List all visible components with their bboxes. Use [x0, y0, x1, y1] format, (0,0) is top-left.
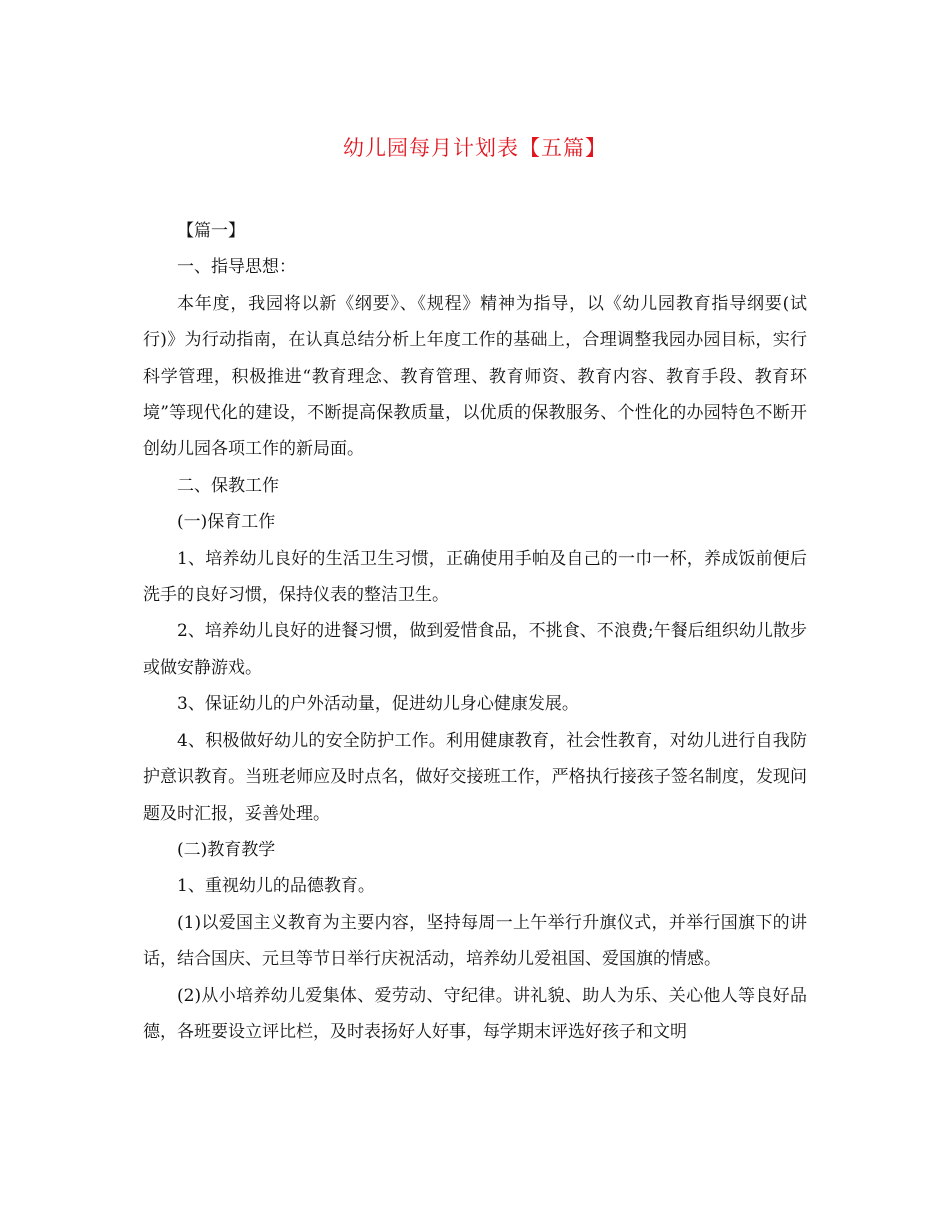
subheading-care-work: (一)保育工作 — [177, 512, 276, 533]
paragraph-guiding-ideology: 本年度，我园将以新《纲要》、《规程》精神为指导，以《幼儿园教育指导纲要(试行)》为行动指南，在认真总结分析上年度工作的基础上，合理调整我园办园目标，实行科学管理，积极推进“教育理念、教育管理、教育师资、教育内容、教育手段、教育环境”等现代化的建设，不断提高保教质量，以优质的保教服务、个性化的办园特色不断开创幼儿园各项工作的新局面。 — [143, 293, 807, 460]
section-heading: 【篇一】 — [177, 221, 245, 241]
list-item-moral-education: 1、重视幼儿的品德教育。 — [177, 876, 375, 897]
document-title: 幼儿园每月计划表【五篇】 — [343, 136, 607, 160]
list-item-outdoor-activity: 3、保证幼儿的户外活动量，促进幼儿身心健康发展。 — [177, 694, 579, 715]
heading-care-education-work: 二、保教工作 — [177, 475, 279, 496]
heading-guiding-ideology: 一、指导思想： — [177, 257, 296, 278]
list-item-hygiene-habits: 1、培养幼儿良好的生活卫生习惯，正确使用手帕及自己的一巾一杯，养成饭前便后洗手的良好习惯，保持仪表的整洁卫生。 — [143, 548, 807, 606]
list-item-patriotic-education: (1)以爱国主义教育为主要内容，坚持每周一上午举行升旗仪式，并举行国旗下的讲话，结合国庆、元旦等节日举行庆祝活动，培养幼儿爱祖国、爱国旗的情感。 — [143, 912, 807, 970]
document-body — [143, 213, 807, 1050]
list-item-collective-spirit: (2)从小培养幼儿爱集体、爱劳动、守纪律。讲礼貌、助人为乐、关心他人等良好品德，各班要设立评比栏，及时表扬好人好事，每学期末评选好孩子和文明 — [143, 985, 807, 1042]
subheading-teaching: (二)教育教学 — [177, 839, 276, 860]
list-item-safety-protection: 4、积极做好幼儿的安全防护工作。利用健康教育，社会性教育，对幼儿进行自我防护意识教育。当班老师应及时点名，做好交接班工作，严格执行接孩子签名制度，发现问题及时汇报，妥善处理。 — [143, 730, 807, 824]
list-item-eating-habits: 2、培养幼儿良好的进餐习惯，做到爱惜食品，不挑食、不浪费;午餐后组织幼儿散步或做安静游戏。 — [143, 621, 807, 678]
